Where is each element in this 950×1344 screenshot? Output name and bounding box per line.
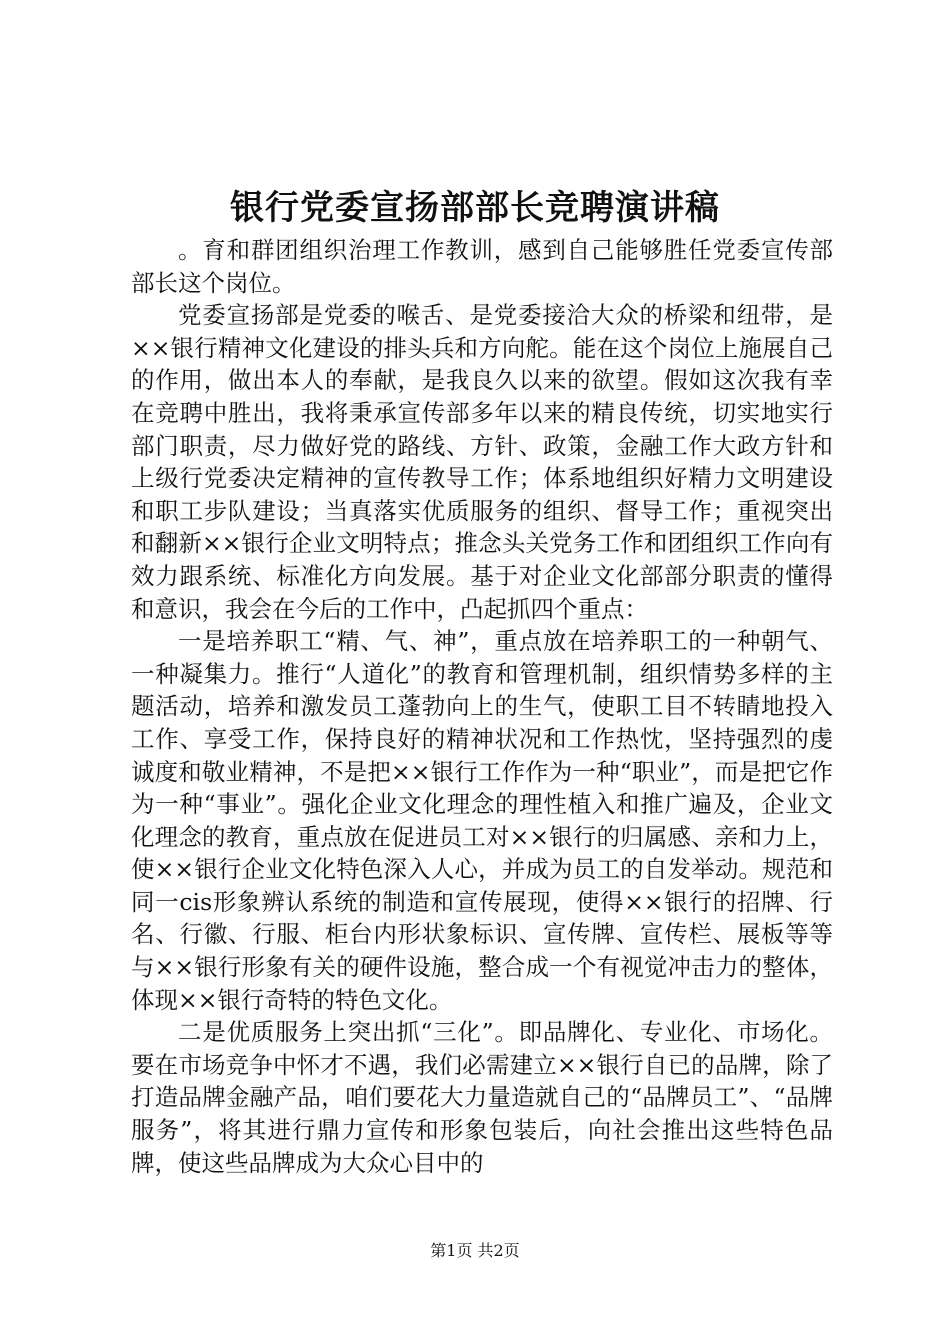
paragraph: 。育和群团组织治理工作教训，感到自己能够胜任党委宣传部部长这个岗位。	[131, 236, 833, 297]
paragraph: 二是优质服务上突出抓“三化”。即品牌化、专业化、市场化。要在市场竞争中怀才不遇，我们必需建立××银行自已的品牌，除了打造品牌金融产品，咱们要花大力量造就自己的“品牌员工”、“品牌服务”，将其进行鼎力宣传和形象包装后，向社会推出这些特色品牌，使这些品牌成为大众心目中的	[131, 1018, 833, 1177]
paragraph: 党委宣扬部是党委的喉舌、是党委接洽大众的桥梁和纽带，是××银行精神文化建设的排头兵和方向舵。能在这个岗位上施展自己的作用，做出本人的奉献，是我良久以来的欲望。假如这次我有幸在竞聘中胜出，我将秉承宣传部多年以来的精良传统，切实地实行部门职责，尽力做好党的路线、方针、政策，金融工作大政方针和上级行党委决定精神的宣传教导工作；体系地组织好精力文明建设和职工步队建设；当真落实优质服务的组织、督导工作；重视突出和翻新××银行企业文明特点；推念头关党务工作和团组织工作向有效力跟系统、标准化方向发展。基于对企业文化部部分职责的懂得和意识，我会在今后的工作中，凸起抓四个重点：	[131, 301, 833, 623]
document-body	[131, 234, 833, 1179]
document-title: 银行党委宣扬部部长竞聘演讲稿	[230, 188, 720, 228]
paragraph: 一是培养职工“精、气、神”，重点放在培养职工的一种朝气、一种凝集力。推行“人道化”的教育和管理机制，组织情势多样的主题活动，培养和激发员工蓬勃向上的生气，使职工目不转睛地投入工作、享受工作，保持良好的精神状况和工作热忱，坚持强烈的虔诚度和敬业精神，不是把××银行工作作为一种“职业”，而是把它作为一种“事业”。强化企业文化理念的理性植入和推广遍及，企业文化理念的教育，重点放在促进员工对××银行的归属感、亲和力上，使××银行企业文化特色深入人心，并成为员工的自发举动。规范和同一cis形象辨认系统的制造和宣传展现，使得××银行的招牌、行名、行徽、行服、柜台内形状象标识、宣传牌、宣传栏、展板等等与××银行形象有关的硬件设施，整合成一个有视觉冲击力的整体，体现××银行奇特的特色文化。	[131, 627, 833, 1014]
page-footer: 第1页 共2页	[430, 1241, 520, 1260]
